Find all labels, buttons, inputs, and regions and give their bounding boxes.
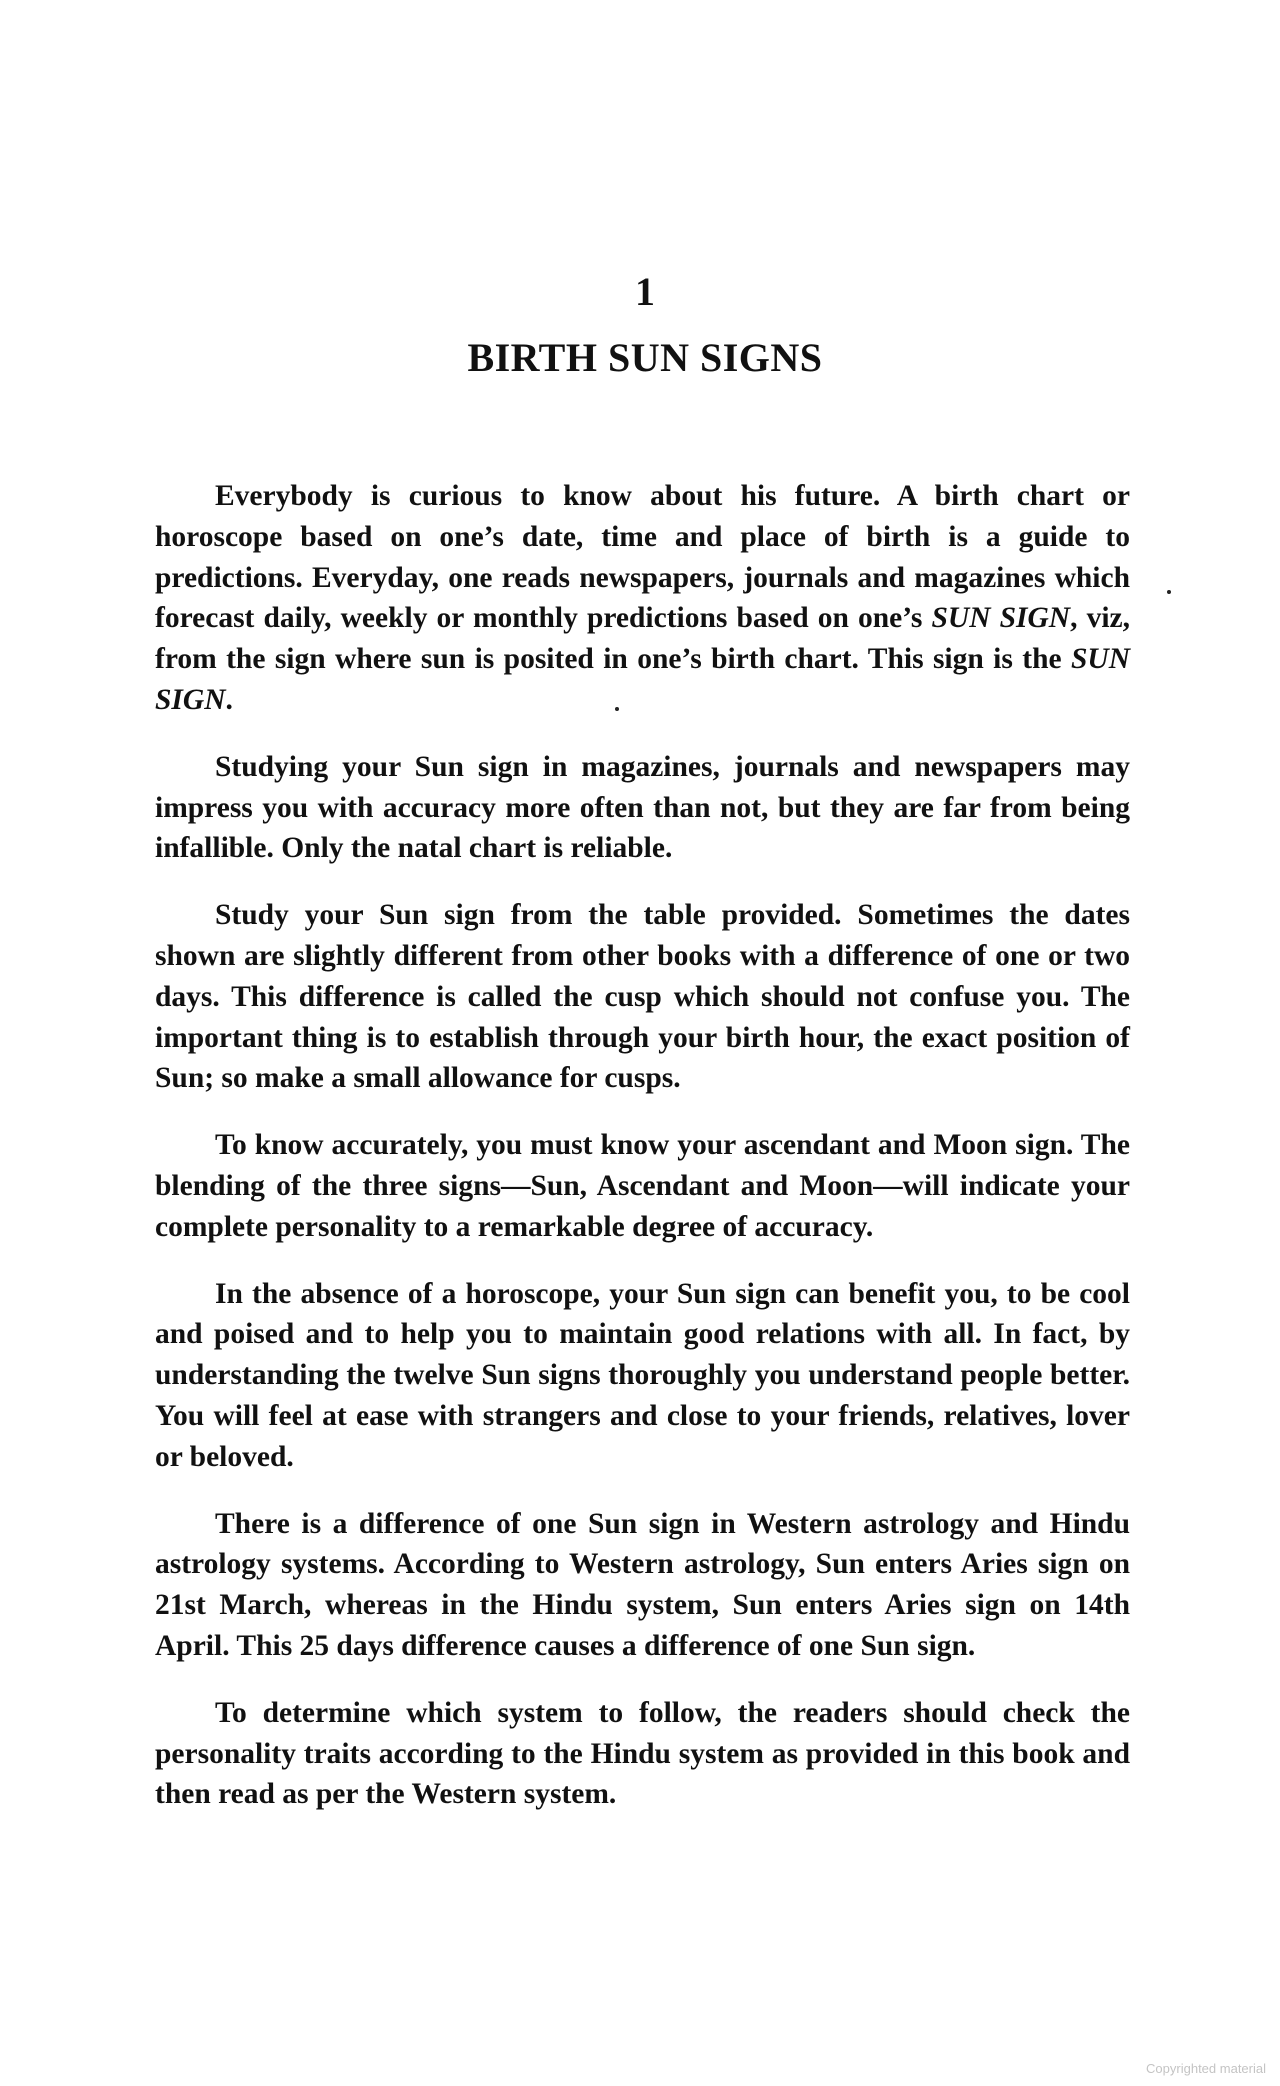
scan-speck	[1167, 590, 1171, 594]
paragraph-text: To know accurately, you must know your ascendant and Moon sign. The blending of the three signs—Sun, Ascendant and Moon—will indicate your complete personality to a remarkable degree of accuracy.	[155, 1129, 1130, 1243]
paragraph	[155, 476, 1130, 721]
scan-speck	[615, 707, 619, 711]
paragraph-text: To determine which system to follow, the readers should check the personality traits according to the Hindu system as provided in this book and then read as per the Western system.	[155, 1696, 1130, 1811]
paragraph	[155, 895, 1130, 1099]
chapter-number: 1	[635, 269, 655, 314]
paragraph	[155, 1504, 1130, 1667]
paragraph-text: .	[225, 683, 233, 716]
chapter-body	[155, 476, 1130, 1841]
paragraph	[155, 1693, 1130, 1815]
paragraph	[155, 1274, 1130, 1478]
chapter-title: BIRTH SUN SIGNS	[467, 335, 823, 380]
paragraph-text: , viz, from the sign where sun is posited in one’s birth chart. This sign is the	[155, 602, 1130, 676]
paragraph-text: Study your Sun sign from the table provided. Sometimes the dates shown are slightly different from other books with a difference of one or two days. This difference is called the cusp which should not confuse you. The important thing is to establish through your birth hour, the exact position of Sun; so make a small allowance for cusps.	[155, 899, 1130, 1095]
paragraph-text: Studying your Sun sign in magazines, journals and newspapers may impress you with accuracy more often than not, but they are far from being infallible. Only the natal chart is reliable.	[155, 750, 1130, 865]
italic-term: SUN SIGN	[931, 602, 1071, 635]
paragraph-text: Everybody is curious to know about his future. A birth chart or horoscope based on one’s date, time and place of birth is a guide to predictions. Everyday, one reads newspapers, journals and magazines which forecast daily, weekly or monthly predictions based on one’s	[155, 480, 1130, 635]
paragraph-text: There is a difference of one Sun sign in Western astrology and Hindu astrology systems. According to Western astrology, Sun enters Aries sign on 21st March, whereas in the Hindu system, Sun enters Aries sign on 14th April. This 25 days difference causes a difference of one Sun sign.	[155, 1507, 1130, 1662]
italic-term: SUN SIGN	[155, 643, 1130, 716]
paragraph-text: In the absence of a horoscope, your Sun sign can benefit you, to be cool and poised and to help you to maintain good relations with all. In fact, by understanding the twelve Sun signs thoroughly you understand people better. You will feel at ease with strangers and close to your friends, relatives, lover or beloved.	[155, 1277, 1130, 1473]
paragraph	[155, 1125, 1130, 1247]
copyright-watermark: Copyrighted material	[1146, 2061, 1266, 2076]
paragraph	[155, 747, 1130, 869]
